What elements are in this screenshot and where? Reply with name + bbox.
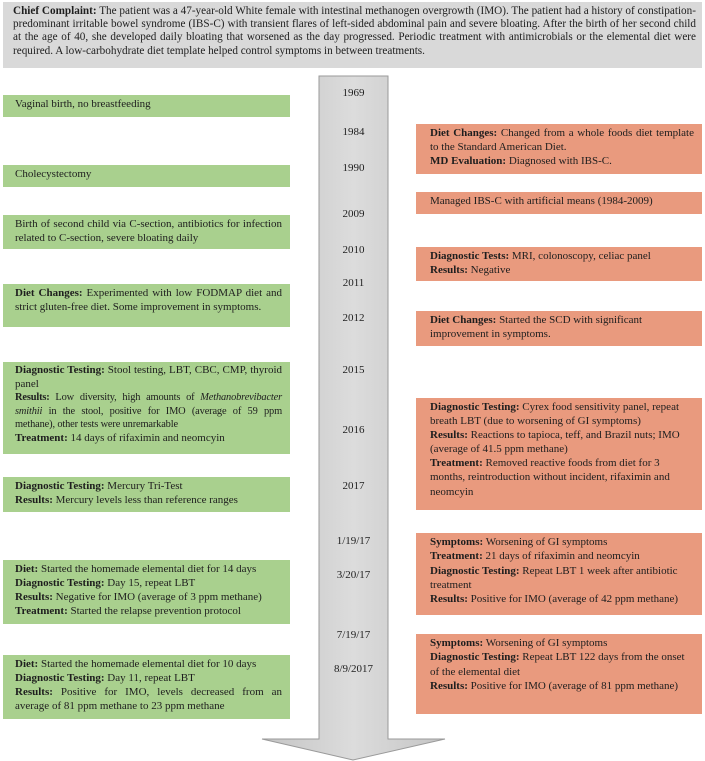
event-2017-results: Mercury levels less than reference ranges	[55, 494, 238, 506]
event-2016-testing: Cyrex food sensitivity panel, repeat breath LBT (due to worsening of GI symptoms)	[430, 401, 680, 428]
event-2015-treatment: 14 days of rifaximin and neomcyin	[70, 431, 225, 444]
event-3-20-17-treatment: Started the relapse prevention protocol	[70, 605, 241, 617]
event-8-9-2017-box	[3, 655, 290, 719]
timeline-year: 7/19/17	[336, 629, 371, 641]
timeline-year: 2010	[342, 244, 365, 256]
timeline-year: 2011	[342, 277, 365, 289]
chief-complaint-label: Chief Complaint:	[13, 5, 97, 17]
event-2015-results-post: in the stool, positive for IMO (average of 59 ppm methane), other tests were unremarkable	[15, 405, 283, 431]
event-3-20-17-results: Negative for IMO (average of 3 ppm methane)	[55, 591, 262, 603]
timeline-year: 3/20/17	[336, 569, 371, 581]
event-3-20-17-treatment-label: Treatment:	[15, 605, 68, 617]
event-1990-box	[3, 165, 290, 187]
event-2016-results: Reactions to tapioca, teff, and Brazil nuts; IMO (average of 41.5 ppm methane)	[430, 429, 680, 456]
event-2015-results-organism: Methanobrevibacter smithii	[15, 392, 282, 417]
timeline-year: 1/19/17	[336, 535, 371, 547]
event-1984-md: Diagnosed with IBS-C.	[508, 155, 612, 167]
event-2015-results-label: Results:	[15, 392, 50, 404]
event-1-19-17-testing-label: Diagnostic Testing:	[430, 564, 520, 577]
event-1984-diet-label: Diet Changes:	[430, 127, 498, 139]
event-1984-diet: Changed from a whole foods diet template to the Standard American Diet.	[430, 127, 694, 153]
event-2011-text: Experimented with low FODMAP diet and strict gluten-free diet. Some improvement in symptoms.	[15, 287, 282, 313]
event-1969-text: Vaginal birth, no breastfeeding	[15, 98, 151, 110]
event-1-19-17-results: Positive for IMO (average of 42 ppm methane)	[470, 593, 679, 606]
event-1984-box	[416, 124, 702, 174]
event-2016-testing-label: Diagnostic Testing:	[430, 401, 520, 413]
event-2017-box	[3, 477, 290, 512]
timeline-year: 2012	[342, 312, 365, 324]
event-1-19-17-treatment: 21 days of rifaximin and neomcyin	[485, 550, 640, 563]
event-2015-results-pre: Low diversity, high amounts of	[55, 392, 195, 404]
event-1984-md-label: MD Evaluation:	[430, 155, 507, 167]
event-2011-label: Diet Changes:	[15, 287, 83, 299]
timeline-year: 1984	[342, 126, 365, 138]
event-2016-treatment-label: Treatment:	[430, 457, 483, 470]
event-2009-box	[3, 215, 290, 249]
event-2017-testing-label: Diagnostic Testing:	[15, 480, 105, 492]
event-2010-box	[416, 247, 702, 281]
event-8-9-2017-testing-label: Diagnostic Testing:	[15, 672, 105, 684]
event-8-9-2017-testing: Day 11, repeat LBT	[107, 672, 195, 684]
event-7-19-17-box	[416, 634, 702, 714]
event-2012-diet: Started the SCD with significant improvement in symptoms.	[430, 314, 643, 340]
event-7-19-17-symptoms: Worsening of GI symptoms	[485, 637, 608, 649]
event-7-19-17-results-label: Results:	[430, 679, 468, 692]
event-1984-2009-text: Managed IBS-C with artificial means (1984-2009)	[430, 195, 653, 207]
event-2012-diet-label: Diet Changes:	[430, 314, 497, 326]
event-3-20-17-testing-label: Diagnostic Testing:	[15, 577, 105, 589]
event-2015-box	[3, 362, 290, 454]
event-8-9-2017-results: Positive for IMO, levels decreased from an average of 81 ppm methane to 23 ppm methane	[15, 686, 283, 712]
event-2017-testing: Mercury Tri-Test	[107, 480, 183, 492]
timeline-year: 1990	[342, 162, 365, 174]
chief-complaint-text: The patient was a 47-year-old White female with intestinal methanogen overgrowth (IMO). The patient had a history of constipation-predominant irritable bowel syndrome (IBS-C) with transient flares of left-sided abdominal pain and severe bloating. After the birth of her second child at the age of 40, she developed daily bloating that worsened as the day progressed. Periodic treatment with antimicrobials or the elemental diet were required. A low-carbohydrate diet template helped control symptoms in between treatments.	[13, 5, 696, 57]
event-3-20-17-diet-label: Diet:	[15, 563, 39, 575]
event-2012-box	[416, 311, 702, 346]
timeline-year: 2015	[342, 364, 365, 376]
event-2015-testing-label: Diagnostic Testing:	[15, 364, 105, 376]
event-2009-text: Birth of second child via C-section, antibiotics for infection related to C-section, severe bloating daily	[15, 218, 282, 244]
event-1984-2009-box	[416, 192, 702, 214]
event-8-9-2017-results-label: Results:	[15, 686, 53, 698]
event-2016-results-label: Results:	[430, 429, 468, 442]
event-3-20-17-diet: Started the homemade elemental diet for 14 days	[40, 563, 257, 575]
event-2010-results-label: Results:	[430, 264, 468, 276]
event-2010-tests: MRI, colonoscopy, celiac panel	[511, 250, 651, 262]
event-7-19-17-testing-label: Diagnostic Testing:	[430, 651, 520, 664]
timeline-year: 8/9/2017	[333, 663, 374, 675]
event-7-19-17-symptoms-label: Symptoms:	[430, 637, 484, 649]
event-1-19-17-testing: Repeat LBT 1 week after antibiotic treatment	[430, 564, 678, 591]
event-1969-box	[3, 95, 290, 117]
event-3-20-17-results-label: Results:	[15, 591, 53, 603]
event-1-19-17-treatment-label: Treatment:	[430, 550, 483, 563]
timeline-year: 2009	[342, 208, 365, 220]
event-3-20-17-box	[3, 560, 290, 624]
timeline-year: 1969	[342, 87, 365, 99]
event-2010-tests-label: Diagnostic Tests:	[430, 250, 510, 262]
event-1990-text: Cholecystectomy	[15, 168, 92, 180]
event-2010-results: Negative	[470, 264, 511, 276]
event-7-19-17-results: Positive for IMO (average of 81 ppm methane)	[470, 679, 679, 692]
event-8-9-2017-diet: Started the homemade elemental diet for 10 days	[40, 658, 257, 670]
event-2017-results-label: Results:	[15, 494, 53, 506]
event-8-9-2017-diet-label: Diet:	[15, 658, 39, 670]
event-2016-box	[416, 398, 702, 510]
event-2015-treatment-label: Treatment:	[15, 431, 68, 444]
event-1-19-17-results-label: Results:	[430, 593, 468, 606]
event-3-20-17-testing: Day 15, repeat LBT	[107, 577, 196, 589]
event-1-19-17-box	[416, 533, 702, 615]
event-1-19-17-symptoms: Worsening of GI symptoms	[485, 536, 608, 548]
event-7-19-17-testing: Repeat LBT 122 days from the onset of the elemental diet	[430, 651, 685, 678]
event-1-19-17-symptoms-label: Symptoms:	[430, 536, 484, 548]
event-2015-testing: Stool testing, LBT, CBC, CMP, thyroid panel	[15, 364, 282, 390]
timeline-year: 2016	[342, 424, 365, 436]
timeline-year: 2017	[342, 480, 365, 492]
event-2016-treatment: Removed reactive foods from diet for 3 months, reintroduction without incident, rifaximin and neomcyin	[430, 457, 670, 498]
event-2011-box	[3, 284, 290, 327]
